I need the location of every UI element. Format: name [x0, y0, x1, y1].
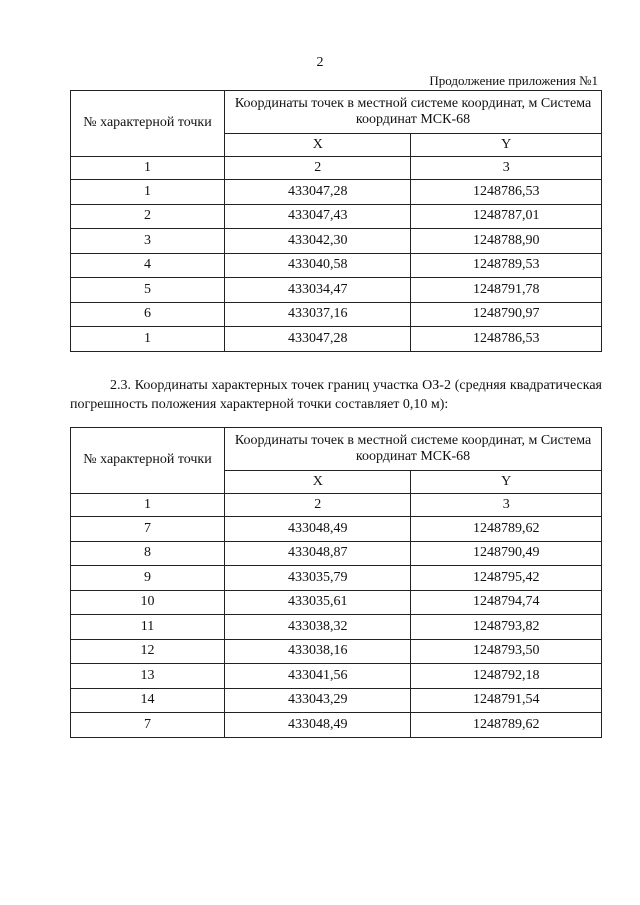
table-row [71, 639, 602, 664]
table-row [71, 253, 602, 278]
y-coordinate-cell: 1248793,82 [411, 615, 602, 640]
point-number-cell: 2 [71, 204, 225, 229]
table-row [71, 517, 602, 542]
table-row [71, 664, 602, 689]
point-number-cell: 8 [71, 541, 225, 566]
x-coordinate-cell: 433042,30 [225, 229, 411, 254]
x-coordinate-cell: 433047,43 [225, 204, 411, 229]
table-row [71, 590, 602, 615]
table-row [71, 327, 602, 352]
table-row [71, 278, 602, 303]
column-number: 3 [411, 494, 602, 517]
coordinates-table-1 [70, 90, 602, 352]
point-number-cell: 14 [71, 688, 225, 713]
table-row [71, 688, 602, 713]
header-x: X [225, 471, 411, 494]
table-row [71, 204, 602, 229]
column-number: 2 [225, 494, 411, 517]
point-number-cell: 11 [71, 615, 225, 640]
x-coordinate-cell: 433048,87 [225, 541, 411, 566]
point-number-cell: 12 [71, 639, 225, 664]
header-point-number: № характерной точки [71, 428, 225, 494]
y-coordinate-cell: 1248786,53 [411, 327, 602, 352]
y-coordinate-cell: 1248791,78 [411, 278, 602, 303]
point-number-cell: 10 [71, 590, 225, 615]
y-coordinate-cell: 1248789,62 [411, 713, 602, 738]
x-coordinate-cell: 433047,28 [225, 180, 411, 205]
x-coordinate-cell: 433041,56 [225, 664, 411, 689]
point-number-cell: 5 [71, 278, 225, 303]
y-coordinate-cell: 1248795,42 [411, 566, 602, 591]
header-coordinates: Координаты точек в местной системе координат, м Система координат МСК-68 [225, 91, 602, 134]
y-coordinate-cell: 1248789,53 [411, 253, 602, 278]
x-coordinate-cell: 433048,49 [225, 517, 411, 542]
y-coordinate-cell: 1248792,18 [411, 664, 602, 689]
point-number-cell: 7 [71, 713, 225, 738]
column-number: 1 [71, 157, 225, 180]
point-number-cell: 1 [71, 327, 225, 352]
table-row [71, 302, 602, 327]
header-y: Y [411, 134, 602, 157]
header-x: X [225, 134, 411, 157]
column-number: 1 [71, 494, 225, 517]
page-number: 2 [316, 55, 324, 70]
y-coordinate-cell: 1248793,50 [411, 639, 602, 664]
x-coordinate-cell: 433038,16 [225, 639, 411, 664]
header-coordinates: Координаты точек в местной системе координат, м Система координат МСК-68 [225, 428, 602, 471]
coordinates-table-2 [70, 427, 602, 738]
table-row [71, 541, 602, 566]
header-point-number: № характерной точки [71, 91, 225, 157]
y-coordinate-cell: 1248787,01 [411, 204, 602, 229]
table-row [71, 229, 602, 254]
table-row [71, 615, 602, 640]
y-coordinate-cell: 1248788,90 [411, 229, 602, 254]
x-coordinate-cell: 433043,29 [225, 688, 411, 713]
point-number-cell: 6 [71, 302, 225, 327]
header-y: Y [411, 471, 602, 494]
y-coordinate-cell: 1248790,97 [411, 302, 602, 327]
point-number-cell: 13 [71, 664, 225, 689]
table-row [71, 180, 602, 205]
table-row [71, 713, 602, 738]
table-row [71, 566, 602, 591]
y-coordinate-cell: 1248794,74 [411, 590, 602, 615]
section-2-3-text: 2.3. Координаты характерных точек границ участка ОЗ-2 (средняя квадратическая погрешность положения характерной точки составляет 0,10 м): [70, 378, 602, 412]
x-coordinate-cell: 433038,32 [225, 615, 411, 640]
point-number-cell: 7 [71, 517, 225, 542]
x-coordinate-cell: 433037,16 [225, 302, 411, 327]
point-number-cell: 9 [71, 566, 225, 591]
x-coordinate-cell: 433040,58 [225, 253, 411, 278]
column-number: 3 [411, 157, 602, 180]
point-number-cell: 3 [71, 229, 225, 254]
y-coordinate-cell: 1248786,53 [411, 180, 602, 205]
x-coordinate-cell: 433034,47 [225, 278, 411, 303]
continuation-note: Продолжение приложения №1 [429, 73, 598, 88]
x-coordinate-cell: 433035,79 [225, 566, 411, 591]
x-coordinate-cell: 433047,28 [225, 327, 411, 352]
y-coordinate-cell: 1248790,49 [411, 541, 602, 566]
y-coordinate-cell: 1248791,54 [411, 688, 602, 713]
column-number: 2 [225, 157, 411, 180]
y-coordinate-cell: 1248789,62 [411, 517, 602, 542]
x-coordinate-cell: 433035,61 [225, 590, 411, 615]
x-coordinate-cell: 433048,49 [225, 713, 411, 738]
point-number-cell: 1 [71, 180, 225, 205]
point-number-cell: 4 [71, 253, 225, 278]
